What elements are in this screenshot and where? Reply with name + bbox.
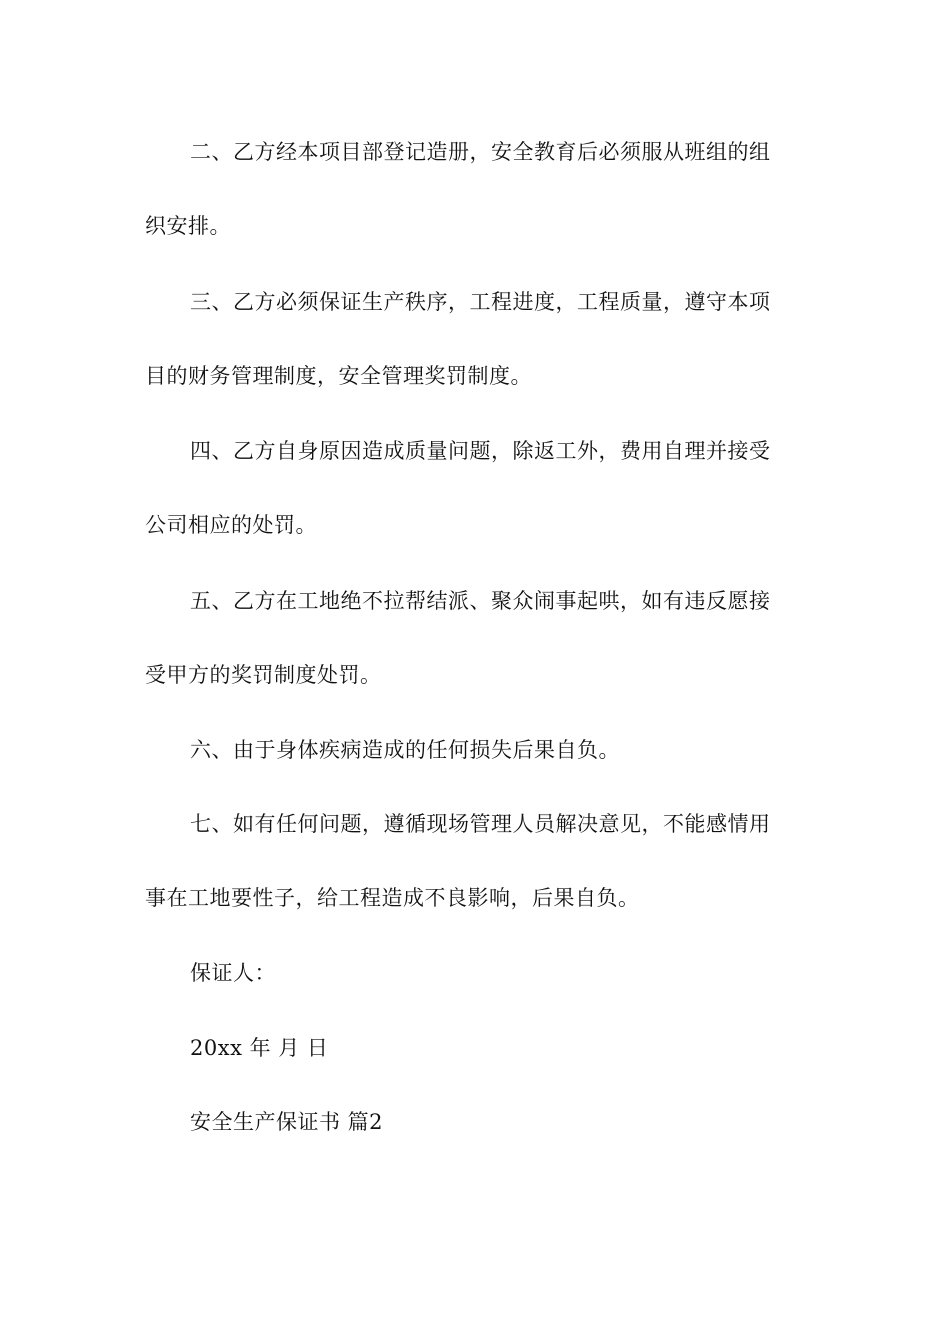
clause-7-line-2: 事在工地要性子，给工程造成不良影响，后果自负。 — [145, 886, 640, 910]
clause-5-line-1: 五、乙方在工地绝不拉帮结派、聚众闹事起哄，如有违反愿接 — [190, 589, 771, 613]
clause-7-line-1: 七、如有任何问题，遵循现场管理人员解决意见，不能感情用 — [190, 812, 771, 836]
clause-2-line-1: 二、乙方经本项目部登记造册，安全教育后必须服从班组的组 — [190, 140, 771, 164]
date-line: 20xx 年 月 日 — [190, 1036, 329, 1060]
clause-4-line-1: 四、乙方自身原因造成质量问题，除返工外，费用自理并接受 — [190, 439, 771, 463]
guarantor-label: 保证人： — [190, 961, 276, 985]
clause-4-line-2: 公司相应的处罚。 — [145, 513, 317, 537]
clause-5-line-2: 受甲方的奖罚制度处罚。 — [145, 663, 382, 687]
clause-2-line-2: 织安排。 — [145, 214, 231, 238]
clause-6-line-1: 六、由于身体疾病造成的任何损失后果自负。 — [190, 738, 620, 762]
section-heading: 安全生产保证书 篇2 — [190, 1110, 384, 1134]
clause-3-line-2: 目的财务管理制度，安全管理奖罚制度。 — [145, 364, 532, 388]
clause-3-line-1: 三、乙方必须保证生产秩序，工程进度，工程质量，遵守本项 — [190, 290, 771, 314]
